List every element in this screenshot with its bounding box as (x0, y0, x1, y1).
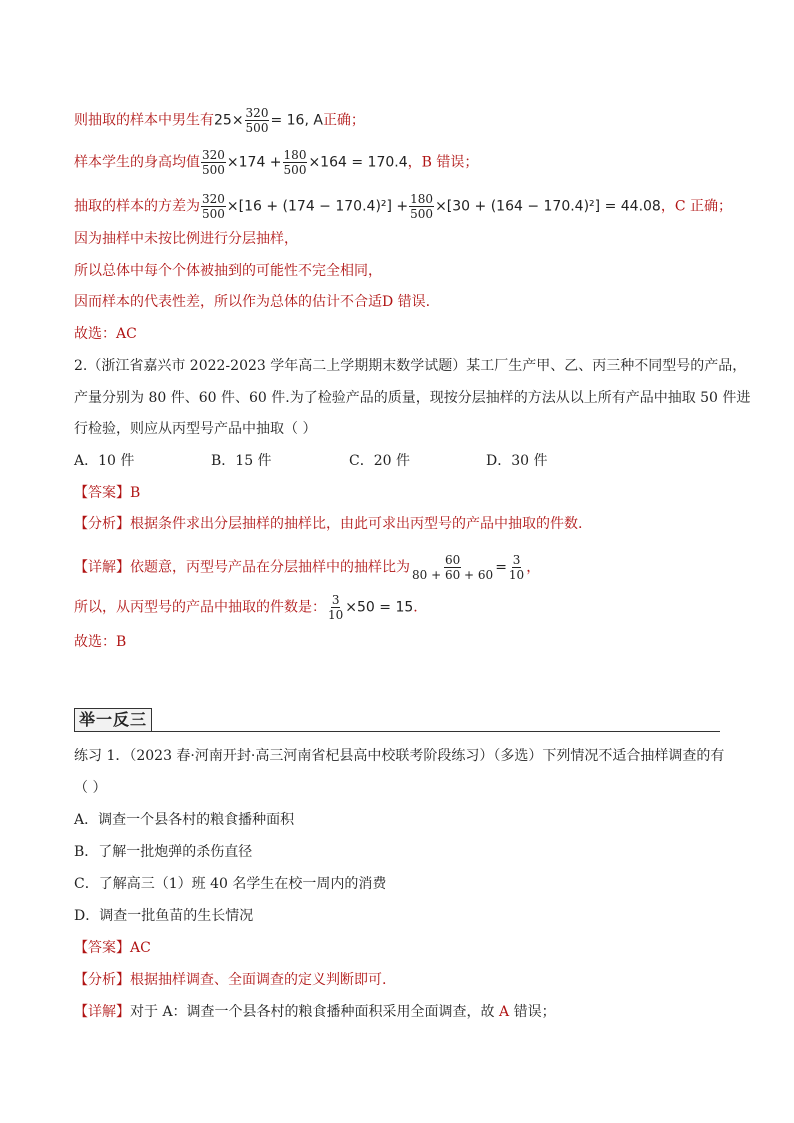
denominator: 500 (283, 163, 307, 177)
fraction (508, 553, 525, 582)
denominator: 500 (202, 207, 225, 221)
text: 所以，从丙型号的产品中抽取的件数是： (74, 599, 326, 616)
question-2-option-a: A．10 件 (74, 453, 135, 469)
equals: = (495, 559, 507, 576)
solution-final-answer: 故选：AC (74, 326, 137, 342)
solution-line-male-count (74, 106, 365, 135)
solution-line-5: 所以总体中每个个体被抽到的可能性不完全相同， (74, 263, 382, 279)
answer-value: B (130, 485, 141, 501)
practice-1-detail (74, 1002, 556, 1022)
text: ，B 错误； (407, 154, 479, 171)
solution-line-mean (74, 148, 478, 177)
answer-value: AC (130, 940, 151, 956)
numerator: 3 (331, 593, 340, 607)
denominator: 500 (410, 207, 434, 221)
analysis-text: 根据抽样调查、全面调查的定义判断即可. (130, 972, 387, 988)
detail-text: 错误； (509, 1004, 556, 1020)
question-2-detail-line2 (74, 593, 418, 622)
text: ，C 正确； (660, 198, 733, 215)
numerator: 3 (512, 553, 521, 567)
denominator: 500 (202, 163, 225, 177)
fraction (201, 148, 226, 177)
section-title: 举一反三 (74, 708, 152, 732)
question-2-detail (74, 553, 540, 582)
practice-1-stem-line1: 练习 1．（2023 春·河南开封·高三河南省杞县高中校联考阶段练习）（多选）下列情况不适合抽样调查的有 (74, 748, 725, 764)
solution-line-variance (74, 192, 732, 221)
fraction (411, 553, 494, 582)
practice-1-stem-line2: （ ） (74, 780, 107, 796)
question-2-final-answer: 故选：B (74, 634, 127, 650)
practice-1-option-d: D．调查一批鱼苗的生长情况 (74, 908, 254, 924)
fraction (245, 106, 270, 135)
numerator: 320 (245, 106, 269, 120)
numerator: 320 (202, 192, 225, 206)
question-2-option-d: D．30 件 (486, 453, 548, 469)
question-2-answer (74, 483, 140, 503)
text: . (413, 599, 418, 616)
text: 正确； (322, 112, 365, 129)
numerator: 180 (283, 148, 307, 162)
expression: ×[30 + (164 − 170.4)²] = 44.08 (435, 198, 661, 215)
detail-text: 对于 A：调查一个县各村的粮食播种面积采用全面调查，故 (130, 1004, 500, 1020)
practice-1-option-a: A．调查一个县各村的粮食播种面积 (74, 812, 295, 828)
expression: ×174 + (226, 154, 282, 171)
expression: ×50 = 15 (345, 599, 414, 616)
text: 样本学生的身高均值 (74, 154, 200, 171)
solution-line-4: 因为抽样中未按比例进行分层抽样， (74, 231, 298, 247)
text: 抽取的样本的方差为 (74, 198, 200, 215)
practice-1-answer (74, 938, 151, 958)
practice-1-option-b: B．了解一批炮弹的杀伤直径 (74, 844, 253, 860)
fraction (283, 148, 308, 177)
denominator: 10 (328, 608, 344, 622)
analysis-text: 根据条件求出分层抽样的抽样比，由此可求出丙型号的产品中抽取的件数. (130, 516, 583, 532)
denominator: 80 + 60 + 60 (412, 568, 494, 582)
question-2-stem-line3: 行检验，则应从丙型号产品中抽取（ ） (74, 421, 317, 437)
numerator: 180 (410, 192, 434, 206)
expression: ×[16 + (174 − 170.4)²] + (226, 198, 409, 215)
expression: 25× (214, 112, 244, 129)
section-divider (74, 731, 720, 732)
answer-tag: 【答案】 (74, 940, 130, 956)
fraction (201, 192, 226, 221)
answer-tag: 【答案】 (74, 485, 130, 501)
expression: = 16, A (270, 112, 323, 129)
detail-highlight: A (499, 1004, 510, 1020)
question-2-analysis (74, 514, 582, 534)
practice-1-analysis (74, 970, 386, 990)
expression: ×164 = 170.4 (308, 154, 408, 171)
question-2-stem-line1: 2.（浙江省嘉兴市 2022-2023 学年高二上学期期末数学试题）某工厂生产甲、乙、丙三种不同型号的产品， (74, 358, 747, 374)
fraction (409, 192, 434, 221)
numerator: 320 (202, 148, 225, 162)
question-2-stem-line2: 产量分别为 80 件、60 件、60 件.为了检验产品的质量，现按分层抽样的方法从以上所有产品中抽取 50 件进 (74, 390, 751, 406)
analysis-tag: 【分析】 (74, 972, 130, 988)
numerator: 60 (444, 553, 461, 567)
denominator: 10 (508, 568, 525, 582)
question-2-option-c: C．20 件 (349, 453, 410, 469)
analysis-tag: 【分析】 (74, 516, 130, 532)
text: ， (526, 559, 541, 576)
practice-1-option-c: C．了解高三（1）班 40 名学生在校一周内的消费 (74, 876, 387, 892)
text: 则抽取的样本中男生有 (74, 112, 214, 129)
detail-text: 依题意，丙型号产品在分层抽样中的抽样比为 (130, 559, 410, 576)
detail-tag: 【详解】 (74, 559, 130, 576)
fraction (327, 593, 344, 622)
detail-tag: 【详解】 (74, 1004, 130, 1020)
solution-line-6: 因而样本的代表性差，所以作为总体的估计不合适D 错误. (74, 294, 431, 310)
question-2-option-b: B．15 件 (211, 453, 272, 469)
denominator: 500 (245, 121, 269, 135)
